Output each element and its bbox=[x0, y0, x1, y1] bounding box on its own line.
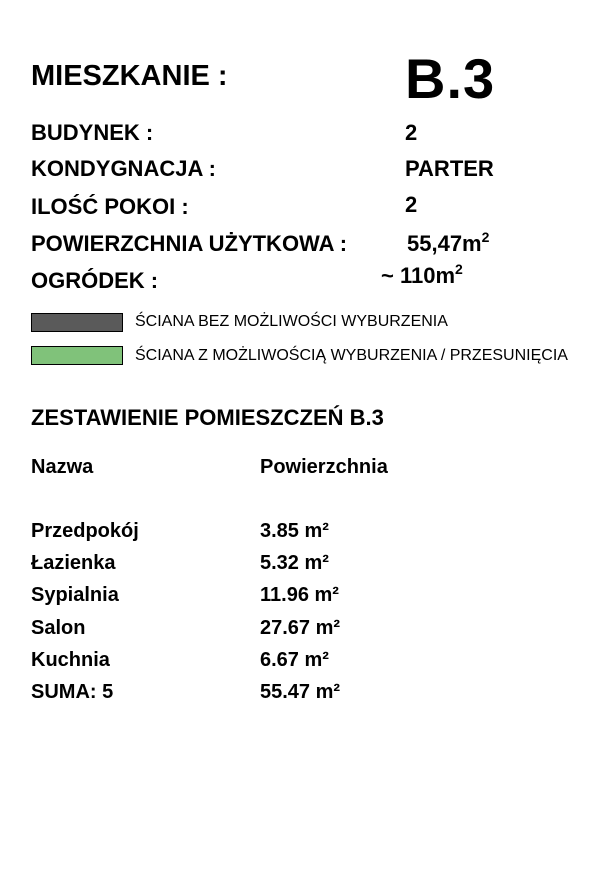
building-value: 2 bbox=[405, 120, 418, 145]
rooms-count-label: ILOŚĆ POKOI : bbox=[31, 194, 189, 219]
room-row-area: 27.67 m² bbox=[260, 617, 341, 639]
legend-text-removable: ŚCIANA Z MOŻLIWOŚCIĄ WYBURZENIA / PRZESUNIĘCIA bbox=[135, 347, 568, 364]
header-name: Nazwa bbox=[31, 456, 94, 478]
room-row-name: Salon bbox=[31, 617, 86, 639]
garden-area-number: ~ 110m bbox=[381, 263, 456, 288]
room-row-area: 3.85 m² bbox=[260, 520, 329, 542]
room-row-name: Przedpokój bbox=[31, 520, 139, 542]
usable-area-label: POWIERZCHNIA UŻYTKOWA : bbox=[31, 231, 348, 256]
usable-area-unit-sup: 2 bbox=[481, 229, 490, 245]
legend-swatch-nonremovable bbox=[31, 313, 123, 332]
usable-area-value bbox=[407, 231, 489, 257]
rooms-total-area: 55.47 m² bbox=[260, 681, 341, 703]
apartment-label: MIESZKANIE : bbox=[31, 60, 228, 92]
legend-swatch-removable bbox=[31, 346, 123, 365]
rooms-section-title: ZESTAWIENIE POMIESZCZEŃ B.3 bbox=[31, 405, 384, 430]
header-area: Powierzchnia bbox=[260, 456, 388, 478]
room-row-name: Kuchnia bbox=[31, 649, 110, 671]
rooms-count-value: 2 bbox=[405, 192, 418, 217]
room-row-area: 6.67 m² bbox=[260, 649, 329, 671]
room-row-area: 5.32 m² bbox=[260, 552, 329, 574]
room-row-name: Sypialnia bbox=[31, 584, 119, 606]
floor-value: PARTER bbox=[405, 156, 494, 181]
garden-value bbox=[381, 263, 463, 289]
room-row-name: Łazienka bbox=[31, 552, 116, 574]
floor-label: KONDYGNACJA : bbox=[31, 156, 216, 181]
rooms-total-name: SUMA: 5 bbox=[31, 681, 114, 703]
apartment-code: B.3 bbox=[405, 47, 496, 110]
building-label: BUDYNEK : bbox=[31, 120, 154, 145]
usable-area-number: 55,47m bbox=[407, 231, 482, 256]
room-row-area: 11.96 m² bbox=[260, 584, 339, 606]
legend-text-nonremovable: ŚCIANA BEZ MOŻLIWOŚCI WYBURZENIA bbox=[135, 313, 448, 330]
garden-label: OGRÓDEK : bbox=[31, 268, 159, 293]
garden-area-unit-sup: 2 bbox=[455, 261, 463, 277]
